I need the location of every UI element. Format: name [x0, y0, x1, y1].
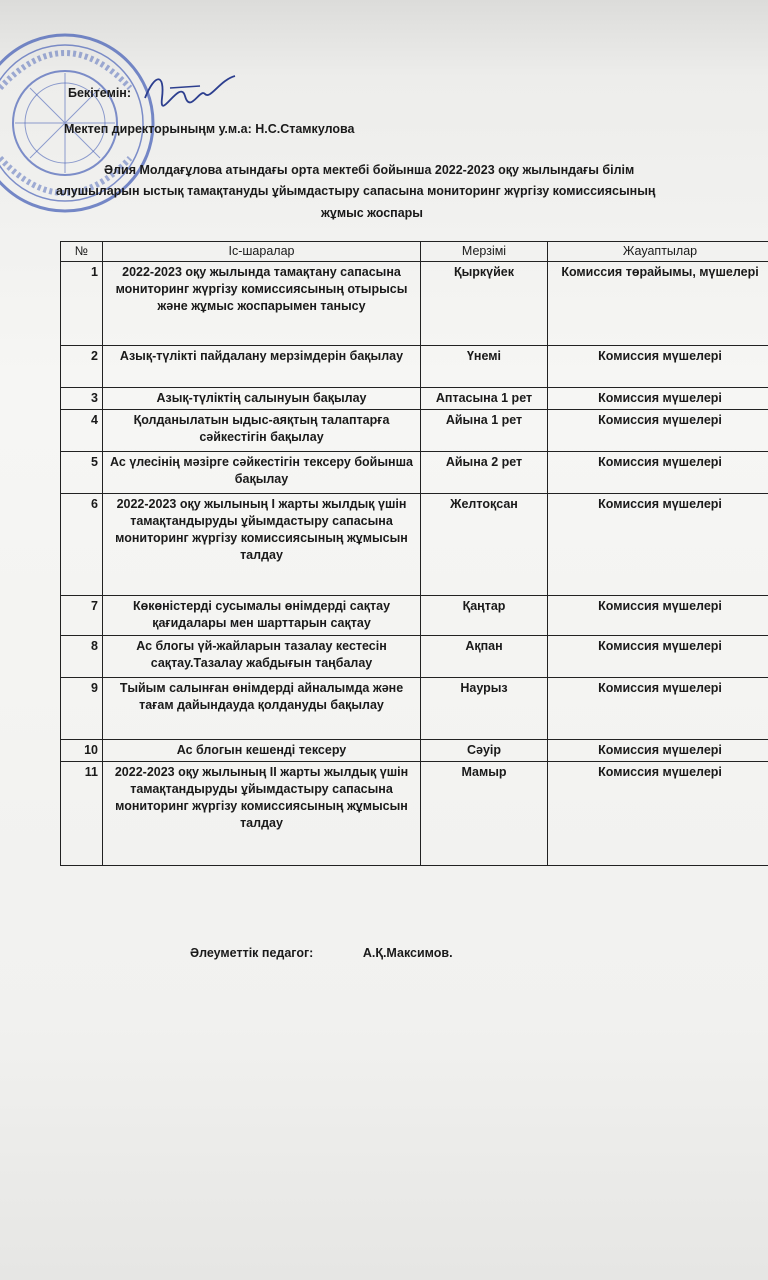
row-number: 6 — [61, 494, 103, 596]
row-term: Сәуір — [421, 740, 548, 762]
footer-role: Әлеуметтік педагог: — [190, 946, 314, 960]
row-number: 1 — [61, 262, 103, 346]
title-line-1: Әлия Молдағұлова атындағы орта мектебі бойынша 2022-2023 оқу жылындағы білім — [104, 163, 635, 177]
table-row — [61, 494, 768, 596]
row-activity: Қолданылатын ыдыс-аяқтың талаптарға сәйкестігін бақылау — [103, 410, 421, 452]
row-activity: 2022-2023 оқу жылының І жарты жылдық үшін тамақтандыруды ұйымдастыру сапасына мониторинг жүргізу комиссиясының жұмысын талдау — [103, 494, 421, 596]
row-term: Аптасына 1 рет — [421, 388, 548, 410]
row-activity: Ас үлесінің мәзірге сәйкестігін тексеру бойынша бақылау — [103, 452, 421, 494]
row-term: Үнемі — [421, 346, 548, 388]
row-responsible: Комиссия мүшелері — [548, 410, 768, 452]
row-activity: 2022-2023 оқу жылының ІІ жарты жылдық үшін тамақтандыруды ұйымдастыру сапасына мониторинг жүргізу комиссиясының жұмысын талдау — [103, 762, 421, 866]
row-number: 10 — [61, 740, 103, 762]
header-term: Мерзімі — [421, 242, 548, 262]
row-responsible: Комиссия мүшелері — [548, 636, 768, 678]
table-row — [61, 262, 768, 346]
table-row — [61, 678, 768, 740]
table-row — [61, 596, 768, 636]
row-number: 7 — [61, 596, 103, 636]
row-responsible: Комиссия мүшелері — [548, 452, 768, 494]
table-row — [61, 636, 768, 678]
row-number: 5 — [61, 452, 103, 494]
table-row — [61, 762, 768, 866]
table-row — [61, 346, 768, 388]
row-responsible: Комиссия мүшелері — [548, 494, 768, 596]
title-line-2: алушыларын ыстық тамақтануды ұйымдастыру сапасына мониторинг жүргізу комиссиясының — [56, 184, 656, 198]
header-responsible: Жауаптылар — [548, 242, 768, 262]
row-activity: Тыйым салынған өнімдерді айналымда және тағам дайындауда қолдануды бақылау — [103, 678, 421, 740]
row-term: Мамыр — [421, 762, 548, 866]
table-row — [61, 388, 768, 410]
director-line: Мектеп директорыныңм у.м.а: Н.С.Стамкулова — [64, 122, 355, 136]
row-activity: Азық-түліктің салынуын бақылау — [103, 388, 421, 410]
row-activity: Көкөністерді сусымалы өнімдерді сақтау қағидалары мен шарттарын сақтау — [103, 596, 421, 636]
header-activity: Іс-шаралар — [103, 242, 421, 262]
row-number: 4 — [61, 410, 103, 452]
row-activity: Азық-түлікті пайдалану мерзімдерін бақылау — [103, 346, 421, 388]
title-line-3: жұмыс жоспары — [321, 206, 423, 220]
approval-label: Бекітемін: — [68, 86, 132, 100]
row-responsible: Комиссия мүшелері — [548, 596, 768, 636]
table-row — [61, 452, 768, 494]
row-responsible: Комиссия мүшелері — [548, 740, 768, 762]
row-term: Наурыз — [421, 678, 548, 740]
row-responsible: Комиссия төрайымы, мүшелері — [548, 262, 768, 346]
row-term: Ақпан — [421, 636, 548, 678]
document-title — [56, 157, 768, 238]
footer-name: А.Қ.Максимов. — [362, 946, 453, 960]
header-number: № — [61, 242, 103, 262]
table-header-row — [61, 242, 768, 262]
table-row — [61, 410, 768, 452]
row-term: Айына 1 рет — [421, 410, 548, 452]
row-number: 9 — [61, 678, 103, 740]
director-signature — [140, 68, 240, 114]
work-plan-table — [60, 241, 768, 866]
row-number: 11 — [61, 762, 103, 866]
row-number: 3 — [61, 388, 103, 410]
table-row — [61, 740, 768, 762]
row-responsible: Комиссия мүшелері — [548, 678, 768, 740]
row-number: 2 — [61, 346, 103, 388]
row-term: Желтоқсан — [421, 494, 548, 596]
row-responsible: Комиссия мүшелері — [548, 346, 768, 388]
row-term: Қаңтар — [421, 596, 548, 636]
row-activity: 2022-2023 оқу жылында тамақтану сапасына мониторинг жүргізу комиссиясының отырысы және жұмыс жоспарымен танысу — [103, 262, 421, 346]
row-number: 8 — [61, 636, 103, 678]
signature-footer — [190, 946, 453, 960]
row-activity: Ас блогы үй-жайларын тазалау кестесін сақтау.Тазалау жабдығын таңбалау — [103, 636, 421, 678]
row-responsible: Комиссия мүшелері — [548, 762, 768, 866]
row-activity: Ас блогын кешенді тексеру — [103, 740, 421, 762]
row-term: Айына 2 рет — [421, 452, 548, 494]
row-term: Қыркүйек — [421, 262, 548, 346]
row-responsible: Комиссия мүшелері — [548, 388, 768, 410]
